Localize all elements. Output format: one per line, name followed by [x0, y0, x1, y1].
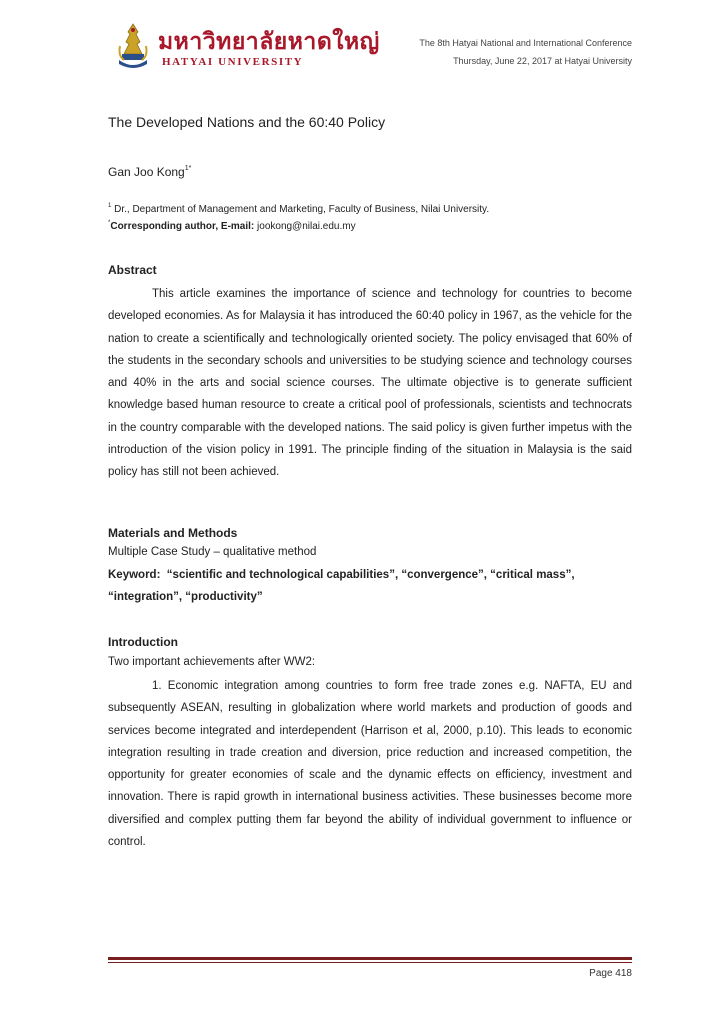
keywords-line2: [108, 591, 263, 603]
footer-rule-thin: [108, 962, 632, 963]
author-line: [108, 165, 191, 179]
page-number: Page 418: [589, 968, 632, 979]
footer-rule: [108, 957, 632, 960]
paper-title: The Developed Nations and the 60:40 Policy: [108, 114, 386, 130]
keywords-line1: [108, 569, 632, 581]
introduction-lead: Two important achievements after WW2:: [108, 656, 316, 668]
logo-english-text: HATYAI UNIVERSITY: [162, 56, 304, 68]
methods-heading: Materials and Methods: [108, 526, 238, 540]
introduction-heading: Introduction: [108, 635, 178, 649]
author-marker: 1*: [184, 165, 192, 172]
corresponding-author: [108, 221, 356, 232]
affiliation-marker: 1: [108, 203, 112, 209]
affiliation: [108, 204, 489, 215]
conference-date: Thursday, June 22, 2017 at Hatyai University: [453, 56, 632, 66]
abstract-text: This article examines the importance of science and technology for countries to become developed economies. As for Malaysia it has introduced the 60:40 policy in 1967, as the vehicle for the nation to create a scientifically and technologically oriented society. The policy envisaged that 60% of the students in the secondary schools and universities to be studying science and technology courses and 40% in the arts and social science courses. The ultimate objective is to generate sufficient knowledge based human resource to create a critical pool of professionals, scientists and technocrats in the country comparable with the developed nations. The said policy is given further impetus with the introduction of the vision policy in 1991. The principle finding of the situation in Malaysia is the said policy has still not been achieved.: [108, 288, 632, 479]
keyword-label: Keyword:: [108, 569, 161, 581]
keywords-text-2: “integration”, “productivity”: [108, 591, 263, 603]
keywords-text-1: “scientific and technological capabilities”, “convergence”, “critical mass”,: [166, 569, 575, 581]
corresponding-email: jookong@nilai.edu.my: [257, 221, 356, 232]
conference-name: The 8th Hatyai National and International Conference: [419, 38, 632, 48]
methods-text: Multiple Case Study – qualitative method: [108, 546, 317, 558]
university-seal-icon: [116, 22, 150, 70]
abstract-heading: Abstract: [108, 263, 157, 277]
university-logo: [116, 22, 380, 72]
introduction-item-1: 1. Economic integration among countries to form free trade zones e.g. NAFTA, EU and subsequently ASEAN, resulting in globalization where world markets and production of goods and services become integrated and interdependent (Harrison et al, 2000, p.10). This leads to economic integration resulting in trade creation and diversion, price reduction and increased competition, the opportunity for greater economies of scale and the dynamic effects on efficiency, investment and innovation. There is rapid growth in international business activities. These businesses become more diversified and complex putting them far beyond the ability of individual government to influence or control.: [108, 680, 632, 849]
author-name: Gan Joo Kong: [108, 165, 185, 179]
affiliation-text: Dr., Department of Management and Marketing, Faculty of Business, Nilai University.: [114, 204, 490, 215]
logo-thai-text: มหาวิทยาลัยหาดใหญ่: [158, 28, 380, 54]
corresponding-marker: *: [108, 220, 111, 226]
corresponding-label: Corresponding author, E-mail:: [110, 221, 255, 232]
